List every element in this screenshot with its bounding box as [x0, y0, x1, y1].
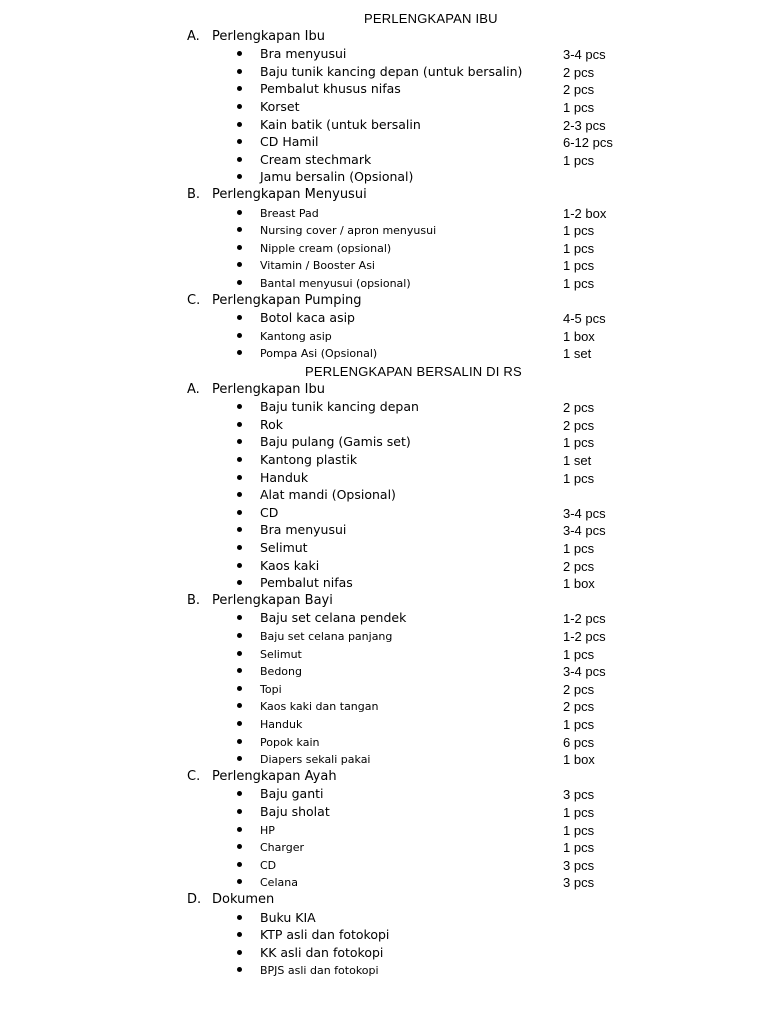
item-name: Baju tunik kancing depan: [260, 399, 419, 415]
item-quantity: 2-3 pcs: [563, 117, 606, 133]
item-name: Baju tunik kancing depan (untuk bersalin): [260, 63, 523, 79]
title-perlengkapan-bersalin: PERLENGKAPAN BERSALIN DI RS: [305, 364, 522, 379]
bullet-icon: [237, 510, 242, 515]
list-item: [0, 99, 768, 117]
section-letter: B.: [187, 592, 201, 608]
section-letter: B.: [187, 186, 201, 202]
item-quantity: 1 box: [563, 576, 595, 592]
item-name: CD: [260, 858, 277, 872]
item-name: Pembalut nifas: [260, 575, 353, 591]
item-quantity: 3-4 pcs: [563, 523, 606, 539]
bullet-icon: [237, 69, 242, 74]
item-quantity: 2 pcs: [563, 681, 595, 697]
list-item: [0, 751, 768, 769]
section-label: Perlengkapan Ayah: [212, 768, 337, 784]
list-item: [0, 874, 768, 892]
bullet-icon: [237, 844, 242, 849]
bullet-icon: [237, 457, 242, 462]
bullet-icon: [237, 333, 242, 338]
item-name: CD: [260, 504, 279, 520]
item-name: Buku KIA: [260, 909, 316, 925]
section-heading: [187, 293, 362, 311]
bullet-icon: [237, 809, 242, 814]
item-quantity: 1-2 pcs: [563, 628, 606, 644]
section-label: Perlengkapan Bayi: [212, 592, 333, 608]
item-name: Cream stechmark: [260, 151, 372, 167]
item-name: Bantal menyusui (opsional): [260, 276, 411, 290]
item-name: Kantong plastik: [260, 451, 358, 467]
item-quantity: 3 pcs: [563, 857, 595, 873]
item-quantity: 6 pcs: [563, 734, 595, 750]
bullet-icon: [237, 439, 242, 444]
bullet-icon: [237, 932, 242, 937]
bullet-icon: [237, 51, 242, 56]
list-item: [0, 716, 768, 734]
item-name: CD Hamil: [260, 134, 319, 150]
list-item: [0, 945, 768, 963]
item-name: Bra menyusui: [260, 522, 347, 538]
section-label: Perlengkapan Menyusui: [212, 186, 367, 202]
title-perlengkapan-ibu: PERLENGKAPAN IBU: [364, 11, 498, 26]
list-item: [0, 734, 768, 752]
item-name: Kantong asip: [260, 329, 332, 343]
item-quantity: 2 pcs: [563, 64, 595, 80]
item-quantity: 3-4 pcs: [563, 505, 606, 521]
bullet-icon: [237, 492, 242, 497]
item-name: Botol kaca asip: [260, 310, 355, 326]
section-label: Perlengkapan Pumping: [212, 292, 362, 308]
item-name: Kaos kaki dan tangan: [260, 700, 379, 714]
item-quantity: 2 pcs: [563, 400, 595, 416]
bullet-icon: [237, 827, 242, 832]
item-quantity: 3 pcs: [563, 787, 595, 803]
item-name: Rok: [260, 416, 284, 432]
list-item: [0, 152, 768, 170]
item-name: Kain batik (untuk bersalin: [260, 116, 421, 132]
list-item: [0, 804, 768, 822]
list-item: [0, 434, 768, 452]
bullet-icon: [237, 950, 242, 955]
item-name: Alat mandi (Opsional): [260, 487, 396, 503]
item-quantity: 1 pcs: [563, 804, 595, 820]
section-letter: A.: [187, 381, 200, 397]
item-name: Pembalut khusus nifas: [260, 81, 401, 97]
section-label: Perlengkapan Ibu: [212, 381, 326, 397]
list-item: [0, 558, 768, 576]
item-quantity: 1 box: [563, 752, 595, 768]
item-quantity: 1 pcs: [563, 840, 595, 856]
item-name: Korset: [260, 98, 300, 114]
section-heading: [187, 187, 367, 205]
section-letter: C.: [187, 292, 201, 308]
item-name: Baju sholat: [260, 803, 330, 819]
item-name: Bra menyusui: [260, 46, 347, 62]
item-name: HP: [260, 823, 275, 837]
item-quantity: 1 set: [563, 452, 592, 468]
item-name: Bedong: [260, 665, 302, 679]
bullet-icon: [237, 633, 242, 638]
item-name: Breast Pad: [260, 206, 319, 220]
item-name: Baju set celana panjang: [260, 629, 393, 643]
list-item: [0, 786, 768, 804]
list-item: [0, 452, 768, 470]
item-quantity: 1 pcs: [563, 540, 595, 556]
item-name: Celana: [260, 876, 298, 890]
bullet-icon: [237, 157, 242, 162]
item-quantity: 1 box: [563, 328, 595, 344]
list-item: [0, 328, 768, 346]
list-item: [0, 540, 768, 558]
bullet-icon: [237, 139, 242, 144]
bullet-icon: [237, 862, 242, 867]
item-quantity: 1 pcs: [563, 240, 595, 256]
bullet-icon: [237, 915, 242, 920]
bullet-icon: [237, 651, 242, 656]
item-name: KK asli dan fotokopi: [260, 944, 384, 960]
list-item: [0, 417, 768, 435]
item-quantity: 3-4 pcs: [563, 664, 606, 680]
list-item: [0, 64, 768, 82]
list-item: [0, 81, 768, 99]
item-name: Selimut: [260, 647, 302, 661]
bullet-icon: [237, 315, 242, 320]
item-quantity: 1 pcs: [563, 152, 595, 168]
bullet-icon: [237, 615, 242, 620]
bullet-icon: [237, 475, 242, 480]
list-item: [0, 257, 768, 275]
item-name: Diapers sekali pakai: [260, 753, 371, 767]
list-item: [0, 240, 768, 258]
section-heading: [187, 769, 337, 787]
list-item: [0, 134, 768, 152]
item-quantity: 2 pcs: [563, 699, 595, 715]
item-name: Pompa Asi (Opsional): [260, 347, 378, 361]
item-quantity: 1 pcs: [563, 822, 595, 838]
item-name: Vitamin / Booster Asi: [260, 259, 375, 273]
item-quantity: 1-2 box: [563, 205, 607, 221]
item-quantity: 2 pcs: [563, 82, 595, 98]
item-name: Handuk: [260, 717, 303, 731]
list-item: [0, 275, 768, 293]
bullet-icon: [237, 245, 242, 250]
list-item: [0, 487, 768, 505]
list-item: [0, 646, 768, 664]
bullet-icon: [237, 563, 242, 568]
bullet-icon: [237, 721, 242, 726]
item-quantity: 1 pcs: [563, 99, 595, 115]
item-name: Handuk: [260, 469, 309, 485]
item-quantity: 1 pcs: [563, 258, 595, 274]
item-name: Nursing cover / apron menyusui: [260, 224, 437, 238]
item-quantity: 1 pcs: [563, 435, 595, 451]
section-letter: C.: [187, 768, 201, 784]
list-item: [0, 857, 768, 875]
item-quantity: 1 pcs: [563, 275, 595, 291]
list-item: [0, 962, 768, 980]
item-name: Charger: [260, 841, 304, 855]
list-item: [0, 927, 768, 945]
bullet-icon: [237, 756, 242, 761]
item-quantity: 1 pcs: [563, 223, 595, 239]
list-item: [0, 169, 768, 187]
section-label: Perlengkapan Ibu: [212, 28, 326, 44]
bullet-icon: [237, 686, 242, 691]
bullet-icon: [237, 262, 242, 267]
list-item: [0, 310, 768, 328]
bullet-icon: [237, 422, 242, 427]
item-name: BPJS asli dan fotokopi: [260, 964, 379, 978]
list-item: [0, 698, 768, 716]
list-item: [0, 399, 768, 417]
bullet-icon: [237, 703, 242, 708]
list-item: [0, 628, 768, 646]
list-item: [0, 822, 768, 840]
item-name: Nipple cream (opsional): [260, 241, 392, 255]
bullet-icon: [237, 545, 242, 550]
item-name: Baju set celana pendek: [260, 610, 407, 626]
item-name: Popok kain: [260, 735, 320, 749]
section-heading: [187, 29, 325, 47]
section-label: Dokumen: [212, 891, 275, 907]
bullet-icon: [237, 527, 242, 532]
bullet-icon: [237, 668, 242, 673]
list-item: [0, 839, 768, 857]
list-item: [0, 610, 768, 628]
item-name: KTP asli dan fotokopi: [260, 927, 390, 943]
bullet-icon: [237, 174, 242, 179]
list-item: [0, 46, 768, 64]
item-name: Baju ganti: [260, 786, 324, 802]
item-quantity: 2 pcs: [563, 417, 595, 433]
section-heading: [187, 593, 333, 611]
item-quantity: 1 set: [563, 346, 592, 362]
bullet-icon: [237, 86, 242, 91]
item-quantity: 1-2 pcs: [563, 611, 606, 627]
item-quantity: 6-12 pcs: [563, 135, 613, 151]
list-item: [0, 117, 768, 135]
list-item: [0, 910, 768, 928]
bullet-icon: [237, 967, 242, 972]
item-name: Selimut: [260, 539, 308, 555]
item-quantity: 1 pcs: [563, 716, 595, 732]
item-quantity: 3 pcs: [563, 875, 595, 891]
list-item: [0, 663, 768, 681]
item-name: Kaos kaki: [260, 557, 320, 573]
bullet-icon: [237, 210, 242, 215]
item-name: Baju pulang (Gamis set): [260, 434, 411, 450]
bullet-icon: [237, 122, 242, 127]
section-letter: A.: [187, 28, 200, 44]
item-name: Topi: [260, 682, 282, 696]
item-quantity: 2 pcs: [563, 558, 595, 574]
item-quantity: 3-4 pcs: [563, 47, 606, 63]
list-item: [0, 205, 768, 223]
item-name: Jamu bersalin (Opsional): [260, 169, 414, 185]
bullet-icon: [237, 580, 242, 585]
item-quantity: 1 pcs: [563, 470, 595, 486]
bullet-icon: [237, 280, 242, 285]
list-item: [0, 505, 768, 523]
list-item: [0, 575, 768, 593]
bullet-icon: [237, 104, 242, 109]
bullet-icon: [237, 350, 242, 355]
bullet-icon: [237, 739, 242, 744]
bullet-icon: [237, 227, 242, 232]
list-item: [0, 345, 768, 363]
list-item: [0, 522, 768, 540]
list-item: [0, 470, 768, 488]
list-item: [0, 681, 768, 699]
section-heading: [187, 892, 274, 910]
item-quantity: 1 pcs: [563, 646, 595, 662]
bullet-icon: [237, 791, 242, 796]
section-heading: [187, 382, 325, 400]
bullet-icon: [237, 404, 242, 409]
list-item: [0, 222, 768, 240]
bullet-icon: [237, 879, 242, 884]
item-quantity: 4-5 pcs: [563, 311, 606, 327]
section-letter: D.: [187, 891, 202, 907]
